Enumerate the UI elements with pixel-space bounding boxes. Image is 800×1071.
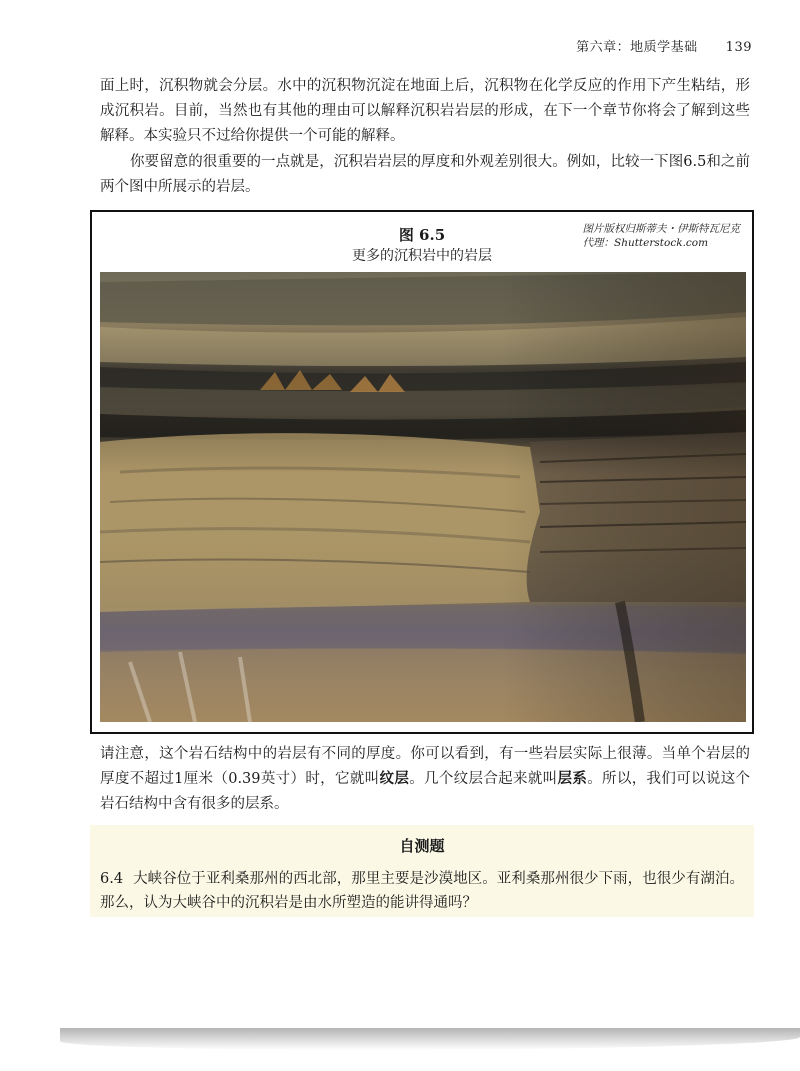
figure-caption: 更多的沉积岩中的岩层 — [352, 248, 492, 264]
self-test-box — [90, 825, 754, 917]
figure-credit-line-1: 图片版权归斯蒂夫・伊斯特瓦尼克 — [582, 223, 740, 235]
paragraph-2: 你要留意的很重要的一点就是，沉积岩岩层的厚度和外观差别很大。例如，比较一下图6.5和之前两个图中所展示的岩层。 — [100, 154, 750, 195]
page-curl-shadow — [60, 1028, 800, 1050]
running-header — [576, 36, 752, 55]
term-bedset: 层系 — [557, 771, 588, 787]
paragraph-3-part-c: 。所以，我们可以说这个岩石结构中含有很多的层系。 — [100, 771, 751, 812]
paragraph-3-part-a: 请注意，这个岩石结构中的岩层有不同的厚度。你可以看到，有一些岩层实际上很薄。当单个岩层的厚度不超过1厘米（0.39英寸）时，它就叫 — [100, 746, 750, 787]
self-test-title: 自测题 — [399, 837, 445, 855]
figure-6-5 — [90, 210, 754, 734]
figure-credit-line-2: 代理：Shutterstock.com — [582, 237, 709, 249]
question-number: 6.4 — [100, 871, 124, 887]
paragraph-3 — [100, 742, 750, 817]
paragraph-1: 面上时，沉积物就会分层。水中的沉积物沉淀在地面上后，沉积物在化学反应的作用下产生粘结，形成沉积岩。目前，当然也有其他的理由可以解释沉积岩岩层的形成，在下一个章节你将会了解到这些解释。本实验只不过给你提供一个可能的解释。 — [100, 78, 750, 144]
chapter-title: 第六章：地质学基础 — [576, 40, 698, 55]
figure-credit — [583, 222, 741, 250]
self-test-question — [100, 867, 744, 915]
figure-title: 图 6.5 — [398, 226, 446, 244]
paragraph-3-part-b: 。几个纹层合起来就叫 — [409, 771, 558, 787]
sedimentary-rock-image — [100, 272, 746, 722]
rock-strata-photo — [100, 272, 746, 722]
term-lamina: 纹层 — [379, 771, 410, 787]
page-number: 139 — [725, 40, 752, 55]
question-text: 大峡谷位于亚利桑那州的西北部，那里主要是沙漠地区。亚利桑那州很少下雨，也很少有湖泊。那么，认为大峡谷中的沉积岩是由水所塑造的能讲得通吗？ — [100, 871, 744, 911]
